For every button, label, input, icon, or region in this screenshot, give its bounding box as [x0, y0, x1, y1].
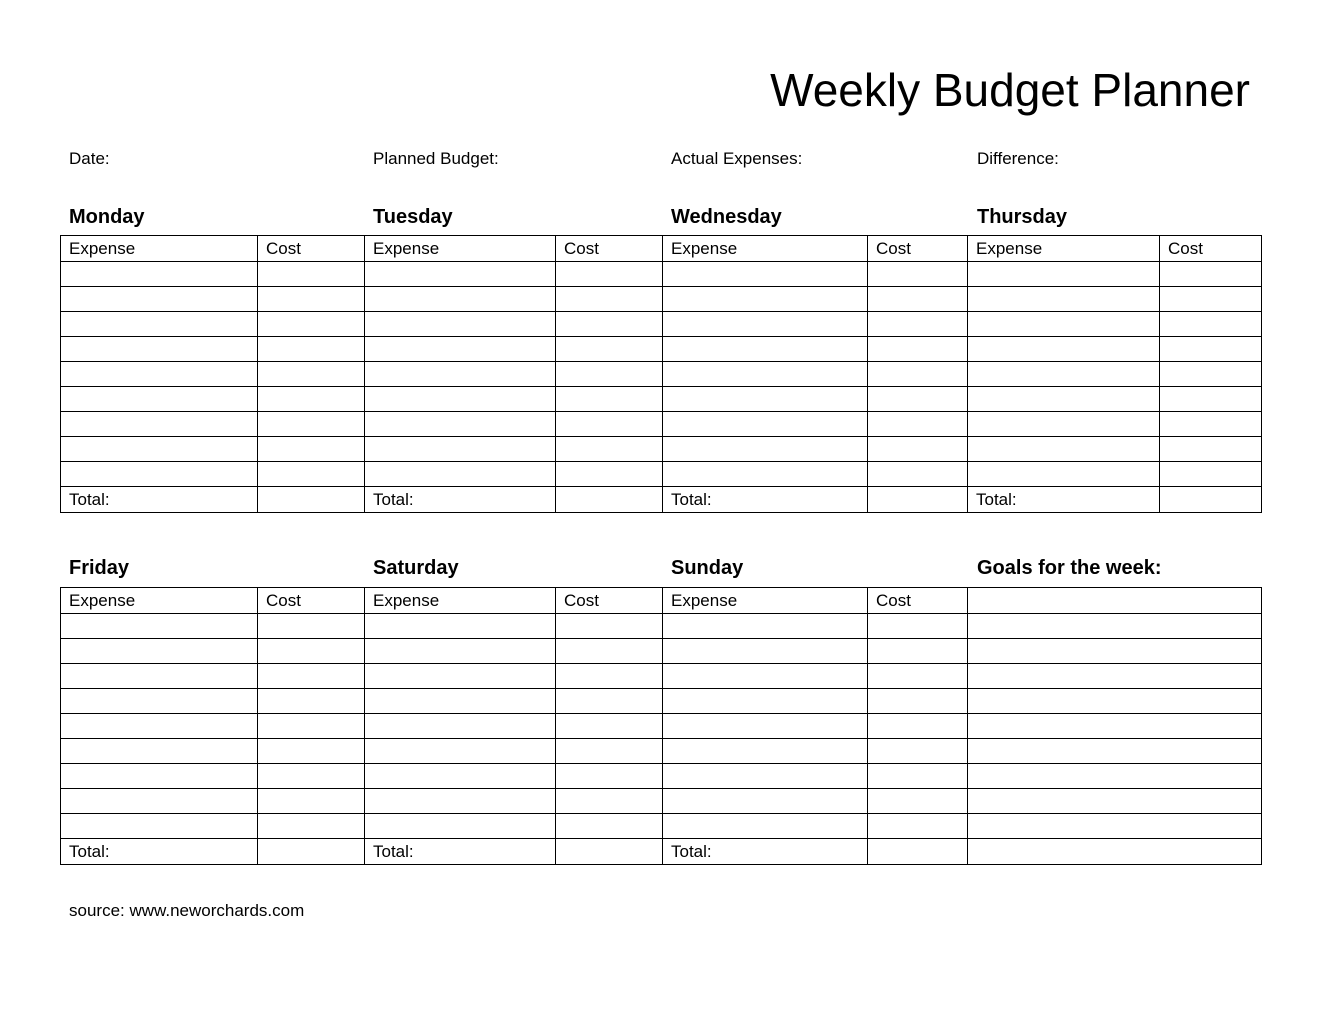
- top-expense-table: [60, 235, 1262, 513]
- expense-cell[interactable]: [968, 437, 1160, 462]
- bottom-entry-row: [61, 789, 1262, 814]
- cost-header: Cost: [258, 588, 365, 614]
- expense-cell[interactable]: [663, 739, 868, 764]
- expense-cell[interactable]: [365, 614, 556, 639]
- expense-cell[interactable]: [61, 764, 258, 789]
- total-label: Total:: [61, 839, 258, 865]
- cost-cell[interactable]: [258, 764, 365, 789]
- expense-header: Expense: [61, 236, 258, 262]
- difference-label: Difference:: [977, 149, 1059, 168]
- expense-header: Expense: [968, 236, 1160, 262]
- expense-header: Expense: [365, 236, 556, 262]
- expense-header: Expense: [61, 588, 258, 614]
- cost-cell[interactable]: [258, 262, 365, 287]
- cost-header: Cost: [1160, 236, 1262, 262]
- bottom-header-row: [61, 588, 1262, 614]
- expense-cell[interactable]: [663, 337, 868, 362]
- cost-cell[interactable]: [1160, 337, 1262, 362]
- cost-header: Cost: [868, 236, 968, 262]
- cost-cell[interactable]: [556, 639, 663, 664]
- cost-cell[interactable]: [1160, 312, 1262, 337]
- cost-cell[interactable]: [258, 412, 365, 437]
- bottom-entry-row: [61, 764, 1262, 789]
- total-cost-cell[interactable]: [868, 839, 968, 865]
- cost-cell[interactable]: [868, 614, 968, 639]
- expense-cell[interactable]: [663, 362, 868, 387]
- cost-cell[interactable]: [1160, 437, 1262, 462]
- expense-cell[interactable]: [61, 814, 258, 839]
- top-entry-row: [61, 362, 1262, 387]
- expense-cell[interactable]: [61, 412, 258, 437]
- expense-cell[interactable]: [663, 714, 868, 739]
- goal-cell[interactable]: [968, 664, 1262, 689]
- expense-cell[interactable]: [365, 462, 556, 487]
- bottom-entry-row: [61, 639, 1262, 664]
- cost-cell[interactable]: [556, 437, 663, 462]
- cost-cell[interactable]: [258, 462, 365, 487]
- cost-cell[interactable]: [556, 739, 663, 764]
- top-entry-row: [61, 437, 1262, 462]
- cost-cell[interactable]: [556, 412, 663, 437]
- cost-cell[interactable]: [258, 362, 365, 387]
- expense-cell[interactable]: [365, 387, 556, 412]
- total-label: Total:: [365, 487, 556, 513]
- goal-cell[interactable]: [968, 689, 1262, 714]
- goal-cell[interactable]: [968, 789, 1262, 814]
- expense-cell[interactable]: [61, 387, 258, 412]
- cost-cell[interactable]: [556, 462, 663, 487]
- goal-cell[interactable]: [968, 714, 1262, 739]
- expense-cell[interactable]: [968, 287, 1160, 312]
- top-header-row: [61, 236, 1262, 262]
- expense-cell[interactable]: [61, 689, 258, 714]
- cost-header: Cost: [556, 588, 663, 614]
- expense-cell[interactable]: [61, 614, 258, 639]
- expense-cell[interactable]: [365, 437, 556, 462]
- cost-cell[interactable]: [868, 664, 968, 689]
- planned-budget-label: Planned Budget:: [373, 149, 499, 168]
- total-label: Total:: [663, 487, 868, 513]
- goal-cell[interactable]: [968, 739, 1262, 764]
- expense-cell[interactable]: [365, 814, 556, 839]
- expense-header: Expense: [663, 236, 868, 262]
- cost-cell[interactable]: [556, 714, 663, 739]
- expense-cell[interactable]: [365, 287, 556, 312]
- expense-cell[interactable]: [365, 714, 556, 739]
- cost-cell[interactable]: [556, 387, 663, 412]
- cost-cell[interactable]: [258, 312, 365, 337]
- cost-cell[interactable]: [1160, 262, 1262, 287]
- cost-cell[interactable]: [556, 789, 663, 814]
- expense-cell[interactable]: [663, 614, 868, 639]
- expense-cell[interactable]: [61, 287, 258, 312]
- cost-cell[interactable]: [868, 262, 968, 287]
- expense-cell[interactable]: [61, 262, 258, 287]
- cost-cell[interactable]: [258, 614, 365, 639]
- expense-cell[interactable]: [61, 664, 258, 689]
- total-cost-cell[interactable]: [556, 839, 663, 865]
- goal-cell[interactable]: [968, 814, 1262, 839]
- bottom-entry-row: [61, 689, 1262, 714]
- expense-cell[interactable]: [61, 714, 258, 739]
- cost-cell[interactable]: [556, 337, 663, 362]
- day-label-saturday: Saturday: [373, 557, 459, 579]
- expense-cell[interactable]: [365, 664, 556, 689]
- expense-cell[interactable]: [663, 387, 868, 412]
- cost-cell[interactable]: [556, 312, 663, 337]
- cost-cell[interactable]: [258, 664, 365, 689]
- expense-cell[interactable]: [61, 362, 258, 387]
- goal-cell[interactable]: [968, 588, 1262, 614]
- cost-cell[interactable]: [868, 412, 968, 437]
- top-entry-row: [61, 262, 1262, 287]
- expense-cell[interactable]: [663, 764, 868, 789]
- cost-cell[interactable]: [868, 362, 968, 387]
- expense-cell[interactable]: [663, 262, 868, 287]
- expense-cell[interactable]: [61, 337, 258, 362]
- cost-cell[interactable]: [258, 714, 365, 739]
- expense-cell[interactable]: [365, 337, 556, 362]
- cost-cell[interactable]: [868, 714, 968, 739]
- top-entry-row: [61, 462, 1262, 487]
- cost-cell[interactable]: [258, 337, 365, 362]
- expense-cell[interactable]: [365, 262, 556, 287]
- cost-cell[interactable]: [868, 437, 968, 462]
- page-title: Weekly Budget Planner: [770, 64, 1250, 116]
- bottom-entry-row: [61, 664, 1262, 689]
- expense-cell[interactable]: [663, 639, 868, 664]
- expense-cell[interactable]: [365, 764, 556, 789]
- cost-cell[interactable]: [1160, 287, 1262, 312]
- cost-cell[interactable]: [868, 462, 968, 487]
- cost-header: Cost: [258, 236, 365, 262]
- cost-cell[interactable]: [258, 639, 365, 664]
- expense-cell[interactable]: [365, 312, 556, 337]
- date-label: Date:: [69, 149, 110, 168]
- total-label: Total:: [365, 839, 556, 865]
- expense-cell[interactable]: [61, 312, 258, 337]
- expense-cell[interactable]: [61, 639, 258, 664]
- expense-cell[interactable]: [968, 462, 1160, 487]
- cost-cell[interactable]: [556, 764, 663, 789]
- expense-cell[interactable]: [61, 789, 258, 814]
- top-total-row: [61, 487, 1262, 513]
- day-label-friday: Friday: [69, 557, 130, 579]
- cost-cell[interactable]: [556, 664, 663, 689]
- expense-cell[interactable]: [365, 789, 556, 814]
- expense-cell[interactable]: [61, 739, 258, 764]
- expense-cell[interactable]: [61, 437, 258, 462]
- expense-cell[interactable]: [365, 362, 556, 387]
- expense-cell[interactable]: [968, 362, 1160, 387]
- total-cost-cell[interactable]: [556, 487, 663, 513]
- expense-cell[interactable]: [663, 814, 868, 839]
- cost-cell[interactable]: [868, 814, 968, 839]
- expense-cell[interactable]: [365, 739, 556, 764]
- cost-cell[interactable]: [556, 614, 663, 639]
- cost-cell[interactable]: [868, 789, 968, 814]
- expense-cell[interactable]: [663, 462, 868, 487]
- cost-cell[interactable]: [258, 437, 365, 462]
- total-label: Total:: [61, 487, 258, 513]
- expense-cell[interactable]: [663, 689, 868, 714]
- actual-expenses-label: Actual Expenses:: [671, 149, 803, 168]
- cost-cell[interactable]: [258, 387, 365, 412]
- bottom-entry-row: [61, 814, 1262, 839]
- expense-cell[interactable]: [663, 664, 868, 689]
- total-cost-cell[interactable]: [258, 839, 365, 865]
- expense-header: Expense: [365, 588, 556, 614]
- cost-cell[interactable]: [1160, 362, 1262, 387]
- expense-cell[interactable]: [365, 639, 556, 664]
- source-note: source: www.neworchards.com: [69, 901, 305, 920]
- bottom-entry-row: [61, 614, 1262, 639]
- cost-cell[interactable]: [258, 287, 365, 312]
- cost-header: Cost: [868, 588, 968, 614]
- day-label-monday: Monday: [69, 206, 145, 228]
- cost-cell[interactable]: [556, 287, 663, 312]
- bottom-entry-row: [61, 714, 1262, 739]
- cost-cell[interactable]: [1160, 412, 1262, 437]
- expense-cell[interactable]: [968, 387, 1160, 412]
- expense-cell[interactable]: [663, 789, 868, 814]
- expense-cell[interactable]: [663, 287, 868, 312]
- expense-cell[interactable]: [663, 412, 868, 437]
- bottom-total-row: [61, 839, 1262, 865]
- cost-cell[interactable]: [868, 764, 968, 789]
- goal-cell[interactable]: [968, 839, 1262, 865]
- cost-cell[interactable]: [868, 739, 968, 764]
- cost-header: Cost: [556, 236, 663, 262]
- top-entry-row: [61, 412, 1262, 437]
- expense-cell[interactable]: [968, 337, 1160, 362]
- bottom-expense-table: [60, 587, 1262, 865]
- total-cost-cell[interactable]: [868, 487, 968, 513]
- goal-cell[interactable]: [968, 614, 1262, 639]
- expense-header: Expense: [663, 588, 868, 614]
- bottom-entry-row: [61, 739, 1262, 764]
- total-cost-cell[interactable]: [258, 487, 365, 513]
- cost-cell[interactable]: [1160, 387, 1262, 412]
- expense-cell[interactable]: [663, 437, 868, 462]
- goals-label: Goals for the week:: [977, 557, 1162, 579]
- cost-cell[interactable]: [1160, 462, 1262, 487]
- total-label: Total:: [663, 839, 868, 865]
- expense-cell[interactable]: [968, 262, 1160, 287]
- top-entry-row: [61, 387, 1262, 412]
- expense-cell[interactable]: [61, 462, 258, 487]
- cost-cell[interactable]: [868, 387, 968, 412]
- expense-cell[interactable]: [968, 412, 1160, 437]
- goal-cell[interactable]: [968, 764, 1262, 789]
- top-entry-row: [61, 312, 1262, 337]
- cost-cell[interactable]: [258, 739, 365, 764]
- day-label-wednesday: Wednesday: [671, 206, 782, 228]
- cost-cell[interactable]: [868, 312, 968, 337]
- expense-cell[interactable]: [365, 689, 556, 714]
- goal-cell[interactable]: [968, 639, 1262, 664]
- day-label-tuesday: Tuesday: [373, 206, 453, 228]
- top-entry-row: [61, 337, 1262, 362]
- cost-cell[interactable]: [556, 814, 663, 839]
- expense-cell[interactable]: [365, 412, 556, 437]
- cost-cell[interactable]: [868, 689, 968, 714]
- top-entry-row: [61, 287, 1262, 312]
- expense-cell[interactable]: [663, 312, 868, 337]
- cost-cell[interactable]: [868, 639, 968, 664]
- cost-cell[interactable]: [258, 789, 365, 814]
- expense-cell[interactable]: [968, 312, 1160, 337]
- cost-cell[interactable]: [556, 262, 663, 287]
- cost-cell[interactable]: [556, 362, 663, 387]
- total-label: Total:: [968, 487, 1160, 513]
- cost-cell[interactable]: [868, 337, 968, 362]
- cost-cell[interactable]: [258, 814, 365, 839]
- total-cost-cell[interactable]: [1160, 487, 1262, 513]
- cost-cell[interactable]: [556, 689, 663, 714]
- cost-cell[interactable]: [258, 689, 365, 714]
- day-label-thursday: Thursday: [977, 206, 1068, 228]
- cost-cell[interactable]: [868, 287, 968, 312]
- day-label-sunday: Sunday: [671, 557, 744, 579]
